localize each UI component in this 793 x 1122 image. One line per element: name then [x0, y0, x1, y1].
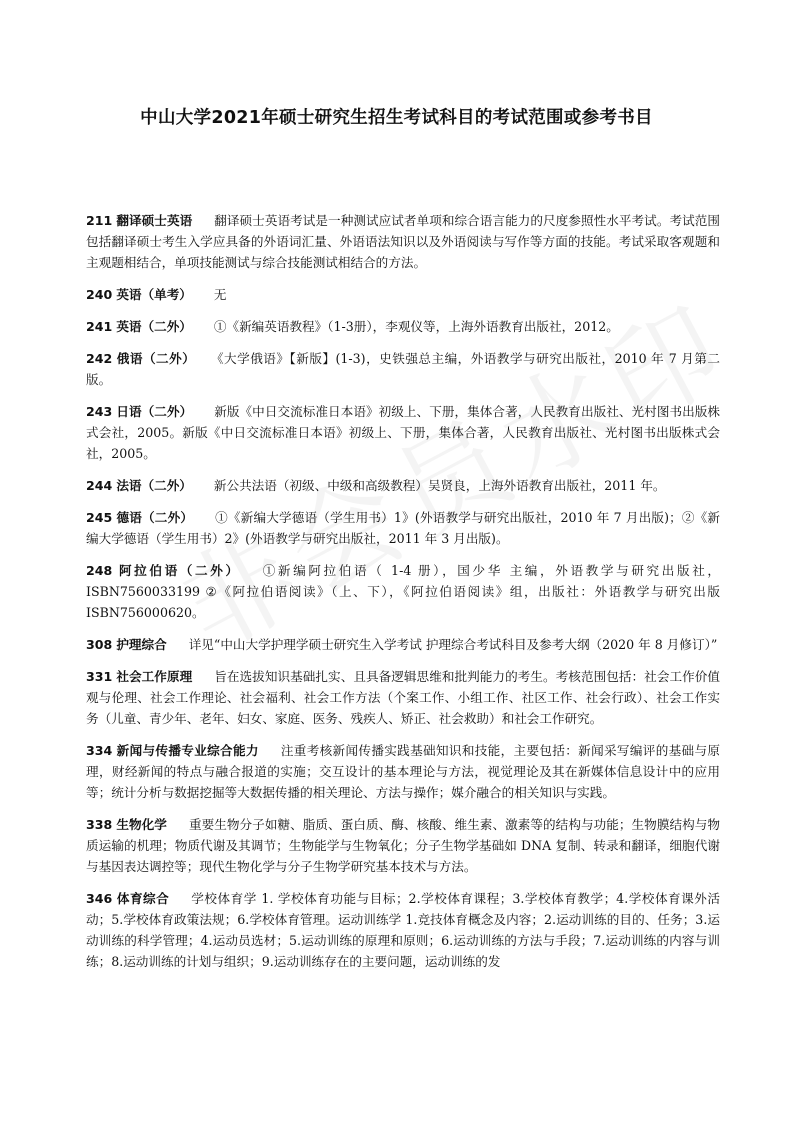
subject-name: 阿拉伯语（二外）: [118, 563, 241, 578]
subject-entry: [86, 740, 720, 803]
subject-code: 331: [86, 669, 113, 684]
subject-name: 英语（二外）: [116, 319, 192, 334]
subject-list: [86, 210, 720, 983]
subject-entry: [86, 284, 720, 305]
subject-code: 334: [86, 743, 113, 758]
subject-name: 德语（二外）: [116, 510, 194, 525]
subject-name: 生物化学: [116, 817, 167, 832]
subject-entry: [86, 316, 720, 337]
page-title: 中山大学2021年硕士研究生招生考试科目的考试范围或参考书目: [140, 108, 653, 128]
subject-description: 学校体育学 1. 学校体育功能与目标；2.学校体育课程；3.学校体育教学；4.学校体育课外活动；5.学校体育政策法规；6.学校体育管理。运动训练学 1.竞技体育概念及内容；2.运动训练的目的、任务；3.运动训练的科学管理；4.运动员选材；5.运动训练的原理和原则；6.运动训练的方法与手段；7.运动训练的内容与训练；8.运动训练的计划与组织；9.运动训练存在的主要问题，运动训练的发: [86, 891, 720, 969]
subject-entry: [86, 507, 720, 549]
subject-name: 护理综合: [116, 637, 167, 652]
subject-name: 社会工作原理: [116, 669, 193, 684]
subject-description: ①《新编大学德语（学生用书）1》(外语教学与研究出版社，2010 年 7 月出版)；②《新编大学德语（学生用书）2》(外语教学与研究出版社，2011 年 3 月出版)。: [86, 510, 720, 546]
subject-name: 俄语（二外）: [116, 351, 196, 366]
subject-description: 《大学俄语》【新版】(1-3)，史铁强总主编，外语教学与研究出版社，2010 年 7 月第二版。: [86, 351, 720, 387]
subject-code: 248: [86, 563, 113, 578]
subject-name: 英语（单考）: [116, 287, 192, 302]
subject-description: 无: [213, 287, 227, 302]
subject-entry: [86, 401, 720, 464]
subject-entry: [86, 666, 720, 729]
subject-description: 注重考核新闻传播实践基础知识和技能，主要包括：新闻采写编评的基础与原理，财经新闻的特点与融合报道的实施；交互设计的基本理论与方法，视觉理论及其在新媒体信息设计中的应用等；统计分析与数据挖掘等大数据传播的相关理论、方法与操作；媒介融合的相关知识与实践。: [86, 743, 721, 800]
subject-description: 新版《中日交流标准日本语》初级上、下册，集体合著，人民教育出版社、光村图书出版株式会社，2005。新版《中日交流标准日本语》初级上、下册，集体合著，人民教育出版社、光村图书出版株式会社，2005。: [86, 404, 720, 461]
subject-description: 旨在选拔知识基础扎实、且具备逻辑思维和批判能力的考生。考核范围包括：社会工作价值观与伦理、社会工作理论、社会福利、社会工作方法（个案工作、小组工作、社区工作、社会行政）、社会工作实务（儿童、青少年、老年、妇女、家庭、医务、残疾人、矫正、社会救助）和社会工作研究。: [86, 669, 720, 726]
subject-description: 重要生物分子如糖、脂质、蛋白质、酶、核酸、维生素、激素等的结构与功能；生物膜结构与物质运输的机理；物质代谢及其调节；生物能学与生物氧化；分子生物学基础如 DNA 复制、转录和翻译，细胞代谢与基因表达调控等；现代生物化学与分子生物学研究基本技术与方法。: [86, 817, 721, 874]
subject-description: ①《新编英语教程》（1-3册），李观仪等，上海外语教育出版社，2012。: [213, 319, 619, 334]
subject-code: 211: [86, 213, 113, 228]
subject-description: 详见“中山大学护理学硕士研究生入学考试 护理综合考试科目及参考大纲（2020 年 8 月修订）”: [188, 637, 718, 652]
subject-entry: [86, 560, 720, 623]
subject-code: 241: [86, 319, 113, 334]
subject-name: 日语（二外）: [116, 404, 193, 419]
subject-name: 体育综合: [116, 891, 170, 906]
subject-description: 翻译硕士英语考试是一种测试应试者单项和综合语言能力的尺度参照性水平考试。考试范围包括翻译硕士考生入学应具备的外语词汇量、外语语法知识以及外语阅读与写作等方面的技能。考试采取客观题和主观题相结合，单项技能测试与综合技能测试相结合的方法。: [86, 213, 720, 270]
subject-code: 240: [86, 287, 113, 302]
subject-name: 翻译硕士英语: [116, 213, 193, 228]
subject-entry: [86, 888, 720, 972]
subject-code: 244: [86, 478, 113, 493]
subject-code: 308: [86, 637, 113, 652]
subject-code: 245: [86, 510, 113, 525]
subject-name: 法语（二外）: [116, 478, 192, 493]
subject-name: 新闻与传播专业综合能力: [116, 743, 259, 758]
subject-code: 346: [86, 891, 113, 906]
subject-entry: [86, 634, 720, 655]
subject-entry: [86, 814, 720, 877]
subject-description: ①新编阿拉伯语（ 1-4 册），国少华 主编，外语教学与研究出版社，ISBN7560033199 ②《阿拉伯语阅读》（上、下），《阿拉伯语阅读》组，出版社：外语教学与研究出版 ISBN756000620。: [86, 563, 721, 620]
subject-code: 243: [86, 404, 113, 419]
subject-entry: [86, 348, 720, 390]
subject-entry: [86, 210, 720, 273]
subject-code: 338: [86, 817, 113, 832]
subject-code: 242: [86, 351, 113, 366]
subject-entry: [86, 475, 720, 496]
subject-description: 新公共法语（初级、中级和高级教程）吴贤良，上海外语教育出版社，2011 年。: [213, 478, 666, 493]
